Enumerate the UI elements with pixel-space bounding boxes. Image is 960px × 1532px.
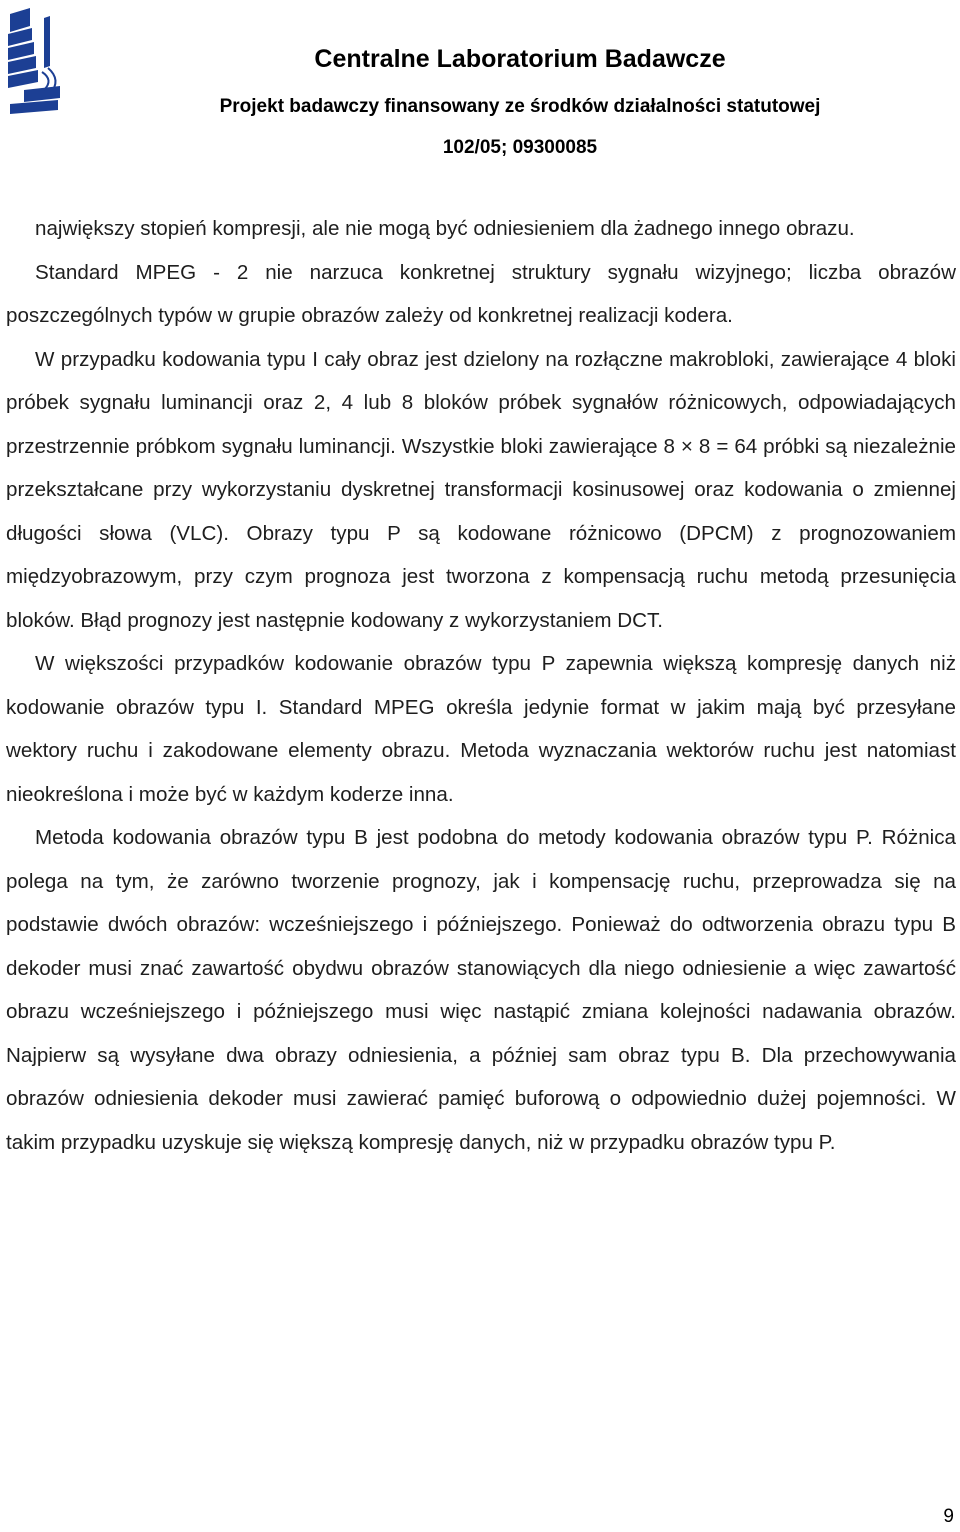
clb-logo <box>4 6 62 118</box>
paragraph: W przypadku kodowania typu I cały obraz jest dzielony na rozłączne makrobloki, zawierające 4 bloki próbek sygnału luminancji oraz 2, 4 lub 8 bloków próbek sygnałów różnicowych, odpowiadających przestrzennie próbkom sygnału luminancji. Wszystkie bloki zawierające 8 × 8 = 64 próbki są niezależnie przekształcane przy wykorzystaniu dyskretnej transformacji kosinusowej oraz kodowania o zmiennej długości słowa (VLC). Obrazy typu P są kodowane różnicowo (DPCM) z prognozowaniem międzyobrazowym, przy czym prognoza jest tworzona z kompensacją ruchu metodą przesunięcia bloków. Błąd prognozy jest następnie kodowany z wykorzystaniem DCT. <box>6 347 956 632</box>
header-title: Centralne Laboratorium Badawcze <box>314 45 726 73</box>
header-project-number: 102/05; 09300085 <box>442 137 598 158</box>
paragraph: największy stopień kompresji, ale nie mogą być odniesieniem dla żadnego innego obrazu. <box>35 217 855 240</box>
header-subtitle: Projekt badawczy finansowany ze środków działalności statutowej <box>219 96 821 117</box>
page-number: 9 <box>943 1506 954 1527</box>
document-body <box>6 207 956 1164</box>
paragraph: Standard MPEG - 2 nie narzuca konkretnej struktury sygnału wizyjnego; liczba obrazów poszczególnych typów w grupie obrazów zależy od konkretnej realizacji kodera. <box>6 260 956 327</box>
paragraph: W większości przypadków kodowanie obrazów typu P zapewnia większą kompresję danych niż kodowanie obrazów typu I. Standard MPEG określa jedynie format w jakim mają być przesyłane wektory ruchu i zakodowane elementy obrazu. Metoda wyznaczania wektorów ruchu jest natomiast nieokreślona i może być w każdym koderze inna. <box>6 652 956 806</box>
paragraph: Metoda kodowania obrazów typu B jest podobna do metody kodowania obrazów typu P. Różnica polega na tym, że zarówno tworzenie prognozy, jak i kompensację ruchu, przeprowadza się na podstawie dwóch obrazów: wcześniejszego i późniejszego. Ponieważ do odtworzenia obrazu typu B dekoder musi znać zawartość obydwu obrazów stanowiących dla niego odniesienie a więc zawartość obrazu wcześniejszego i późniejszego musi więc nastąpić zmiana kolejności nadawania obrazów. Najpierw są wysyłane dwa obrazy odniesienia, a później sam obraz typu B. Dla przechowywania obrazów odniesienia dekoder musi zawierać pamięć buforową o odpowiednio dużej pojemności. W takim przypadku uzyskuje się większą kompresję danych, niż w przypadku obrazów typu P. <box>6 826 956 1154</box>
